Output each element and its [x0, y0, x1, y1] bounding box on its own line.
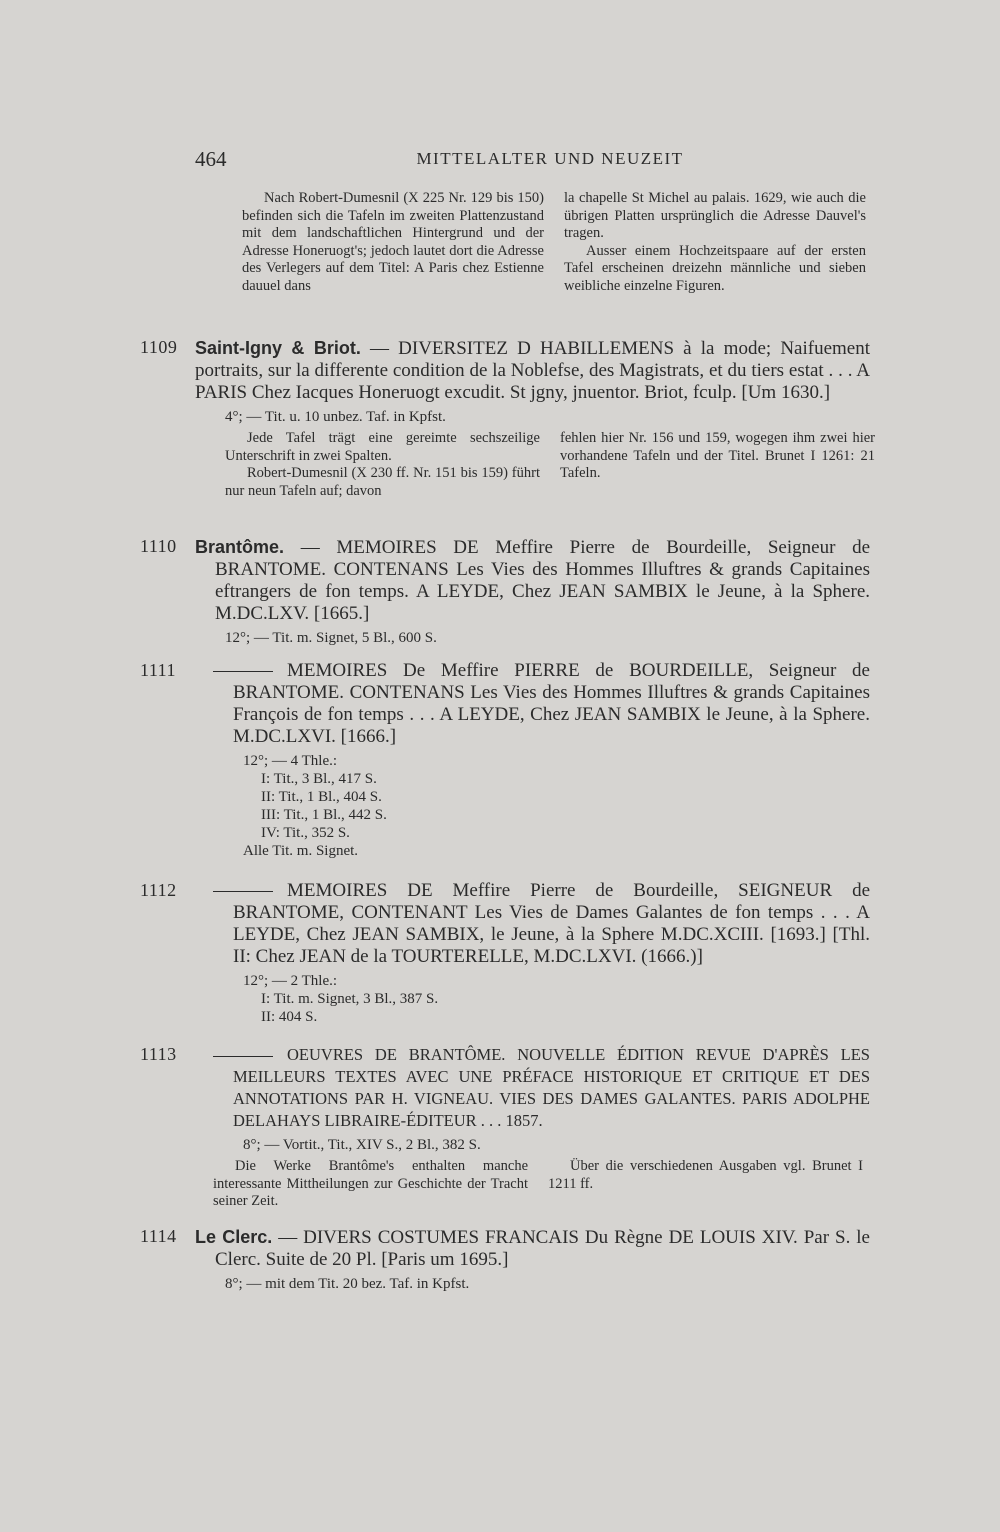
notes-right-column — [560, 430, 875, 500]
note-paragraph: Robert-Dumesnil (X 230 ff. Nr. 151 bis 159) führt nur neun Tafeln auf; davon — [225, 465, 540, 499]
entry-title — [213, 660, 870, 748]
entry-text: MEMOIRES DE Meffire Pierre de Bourdeille, SEIGNEUR de BRANTOME, CONTENANT Les Vies de Dames Galantes de fon temps . . . A LEYDE, Chez JEAN SAMBIX, le Jeune, à la Sphere M.DC.XCIII. [1693.] [Thl. II: Chez JEAN de la TOURTERELLE, M.DC.LXVI. (1666.)] — [233, 880, 870, 967]
intro-notes — [242, 190, 866, 295]
entry-body — [213, 1044, 870, 1211]
entry-title — [195, 1226, 870, 1271]
entry-body — [213, 880, 870, 1026]
ditto-dash — [213, 891, 273, 892]
entry-text: — MEMOIRES DE Meffire Pierre de Bourdeille, Seigneur de BRANTOME. CONTENANS Les Vies des Hommes Illuftres & grands Capitaines eftrangers de fon temps. A LEYDE, Chez JEAN SAMBIX le Jeune, à la Sphere. M.DC.LXV. [1665.] — [215, 537, 870, 624]
ditto-dash — [213, 1056, 273, 1057]
intro-right-paragraph: la chapelle St Michel au palais. 1629, wie auch die übrigen Platten ursprünglich die Adresse Dauvel's tragen. — [564, 190, 866, 241]
collation-line: 8°; — Vortit., Tit., XIV S., 2 Bl., 382 S. — [243, 1137, 481, 1153]
entry-author: Le Clerc. — [195, 1227, 273, 1247]
note-paragraph: Über die verschiedenen Ausgaben vgl. Brunet I 1211 ff. — [548, 1158, 863, 1192]
catalog-entry — [140, 660, 870, 860]
catalog-entry — [140, 536, 870, 647]
entry-notes — [225, 430, 875, 500]
entry-title — [195, 337, 870, 404]
entry-collation — [243, 752, 870, 860]
entry-collation — [225, 629, 870, 647]
volume-line: I: Tit., 3 Bl., 417 S. — [261, 771, 377, 787]
intro-right-column — [564, 190, 866, 295]
entry-notes — [213, 1158, 863, 1211]
intro-left-column — [242, 190, 544, 295]
entry-number: 1109 — [140, 337, 178, 357]
volume-line: III: Tit., 1 Bl., 442 S. — [261, 807, 387, 823]
volume-list — [261, 990, 870, 1026]
entry-text: MEMOIRES De Meffire PIERRE de BOURDEILLE, Seigneur de BRANTOME. CONTENANS Les Vies des Hommes Illuftres & grands Capitaines François de fon temps . . . A LEYDE, Chez JEAN SAMBIX le Jeune, à la Sphere. M.DC.LXVI. [1666.] — [233, 660, 870, 747]
catalog-entry — [140, 1044, 870, 1211]
collation-line: 12°; — 4 Thle.: — [243, 753, 338, 769]
entry-collation — [243, 972, 870, 1026]
entry-title — [195, 536, 870, 625]
collation-line: Alle Tit. m. Signet. — [243, 843, 359, 859]
page-number: 464 — [195, 147, 227, 171]
entry-collation — [225, 408, 870, 426]
catalog-entry — [140, 880, 870, 1026]
catalog-entry — [140, 1226, 870, 1293]
collation-line: 4°; — Tit. u. 10 unbez. Taf. in Kpfst. — [225, 409, 446, 425]
entry-collation — [243, 1136, 870, 1154]
volume-line: II: 404 S. — [261, 1009, 318, 1025]
intro-left-paragraph: Nach Robert-Dumesnil (X 225 Nr. 129 bis 150) befinden sich die Tafeln im zweiten Plattenzustand mit dem landschaftlichen Hintergrund und der Adresse Honeruogt's; jedoch lautet dort die Adresse des Verlegers auf dem Titel: A Paris chez Estienne dauuel dans — [242, 190, 544, 294]
entry-body — [213, 660, 870, 860]
entry-author: Saint-Igny & Briot. — [195, 338, 361, 358]
notes-right-column — [548, 1158, 863, 1211]
collation-line: 8°; — mit dem Tit. 20 bez. Taf. in Kpfst. — [225, 1276, 470, 1292]
intro-right-paragraph: Ausser einem Hochzeitspaare auf der ersten Tafel erscheinen dreizehn männliche und sieben weibliche einzelne Figuren. — [564, 242, 866, 294]
entry-text: — DIVERSITEZ D HABILLEMENS à la mode; Naifuement portraits, sur la differente condition de la Noblefse, des Magistrats, et du tiers estat . . . A PARIS Chez Iacques Honeruogt excudit. St jgny, jnuentor. Briot, fculp. [Um 1630.] — [195, 338, 870, 403]
volume-line: I: Tit. m. Signet, 3 Bl., 387 S. — [261, 991, 439, 1007]
entry-body — [195, 337, 875, 500]
entry-author: Brantôme. — [195, 537, 285, 557]
note-paragraph: Die Werke Brantôme's enthalten manche interessante Mittheilungen zur Geschichte der Tracht seiner Zeit. — [213, 1158, 528, 1209]
entry-title — [213, 880, 870, 968]
running-title: MITTELALTER UND NEUZEIT — [416, 149, 684, 168]
volume-list — [261, 770, 870, 842]
ditto-dash — [213, 671, 273, 672]
entry-number: 1114 — [140, 1226, 177, 1246]
notes-left-column — [213, 1158, 528, 1211]
note-paragraph: fehlen hier Nr. 156 und 159, wogegen ihm zwei hier vorhandene Tafeln und der Titel. Brunet I 1261: 21 Tafeln. — [560, 430, 875, 481]
entry-text: OEUVRES DE BRANTÔME. NOUVELLE ÉDITION REVUE D'APRÈS LES MEILLEURS TEXTES AVEC UNE PRÉFACE HISTORIQUE ET CRITIQUE ET DES ANNOTATIONS PAR H. VIGNEAU. VIES DES DAMES GALANTES. PARIS ADOLPHE DELAHAYS LIBRAIRE-ÉDITEUR . . . 1857. — [233, 1045, 870, 1130]
volume-line: II: Tit., 1 Bl., 404 S. — [261, 789, 382, 805]
entry-title — [213, 1044, 870, 1132]
entry-number: 1112 — [140, 880, 177, 900]
collation-line: 12°; — Tit. m. Signet, 5 Bl., 600 S. — [225, 630, 437, 646]
notes-left-column — [225, 430, 540, 500]
entry-body — [195, 1226, 870, 1293]
entry-number: 1110 — [140, 536, 177, 556]
catalog-entry — [140, 337, 875, 500]
entry-collation — [225, 1275, 870, 1293]
page-header — [195, 147, 865, 173]
volume-line: IV: Tit., 352 S. — [261, 825, 350, 841]
entry-number: 1113 — [140, 1044, 177, 1064]
entry-body — [195, 536, 870, 647]
entry-number: 1111 — [140, 660, 176, 680]
entry-text: — DIVERS COSTUMES FRANCAIS Du Règne DE LOUIS XIV. Par S. le Clerc. Suite de 20 Pl. [Paris um 1695.] — [215, 1227, 870, 1270]
note-paragraph: Jede Tafel trägt eine gereimte sechszeilige Unterschrift in zwei Spalten. — [225, 430, 540, 464]
collation-line: 12°; — 2 Thle.: — [243, 973, 338, 989]
